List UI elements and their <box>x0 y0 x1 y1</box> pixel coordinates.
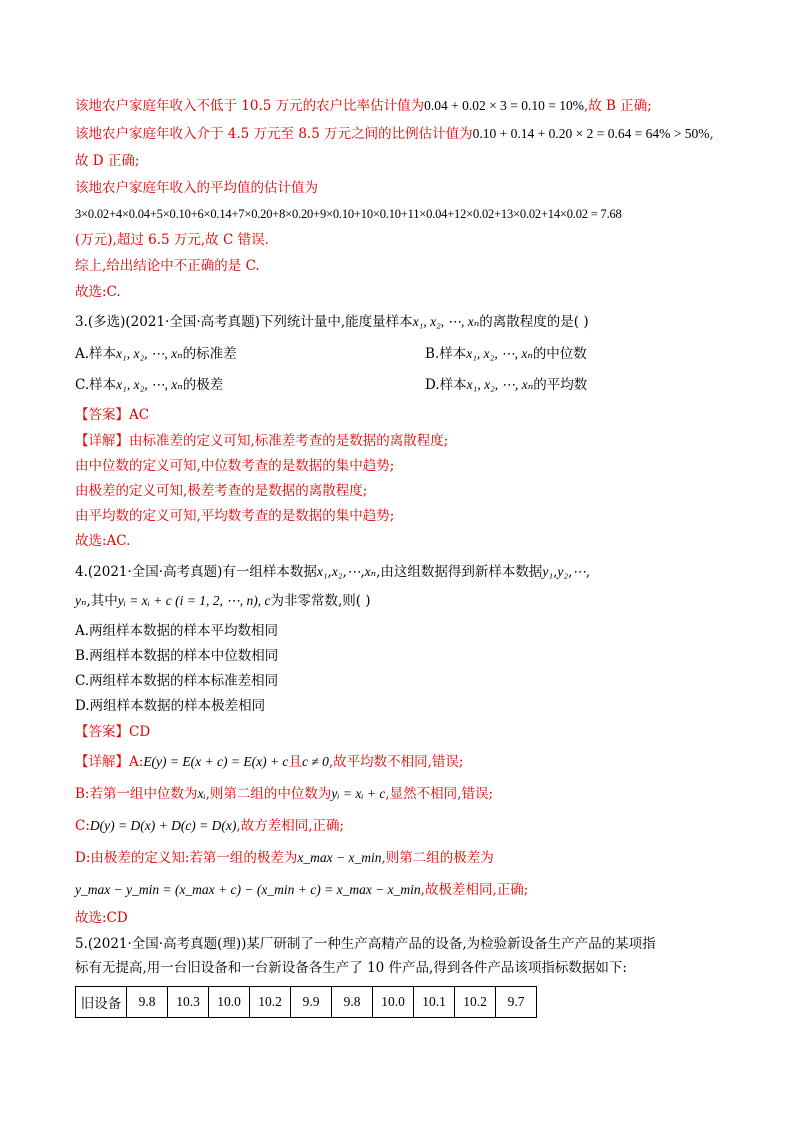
q3-detail-3: 由极差的定义可知,极差考查的是数据的离散程度; <box>75 483 368 499</box>
prev-line-6: (万元),超过 6.5 万元,故 C 错误. <box>75 232 269 248</box>
q4-choose: 故选:CD <box>75 910 128 926</box>
table-cell: 10.1 <box>414 987 455 1018</box>
prev-line-4: 该地农户家庭年收入的平均值的估计值为 <box>75 180 318 196</box>
q3-stem: 3.(多选)(2021·全国·高考真题)下列统计量中,能度量样本x₁, x₂, ⋯, xₙ的离散程度的是( ) <box>75 314 589 330</box>
data-table <box>75 986 537 1018</box>
q3-option-d: D.样本x₁, x₂, ⋯, xₙ的平均数 <box>425 377 588 393</box>
table-cell: 10.3 <box>168 987 209 1018</box>
q3-answer: 【答案】AC <box>75 407 150 423</box>
table-cell: 10.2 <box>250 987 291 1018</box>
q4-stem-1: 4.(2021·全国·高考真题)有一组样本数据x₁,x₂,⋯,xₙ,由这组数据得到新样本数据y₁,y₂,⋯, <box>75 564 591 580</box>
q3-option-a: A.样本x₁, x₂, ⋯, xₙ的标准差 <box>75 346 237 362</box>
table-cell: 10.2 <box>455 987 496 1018</box>
q4-option-d: D.两组样本数据的样本极差相同 <box>75 698 266 714</box>
q3-choose: 故选:AC. <box>75 533 131 549</box>
prev-line-7: 综上,给出结论中不正确的是 C. <box>75 258 260 274</box>
prev-line-3: 故 D 正确; <box>75 153 140 169</box>
table-cell: 9.9 <box>291 987 332 1018</box>
q4-option-c: C.两组样本数据的样本标准差相同 <box>75 673 279 689</box>
table-cell: 9.8 <box>127 987 168 1018</box>
q4-detail-d: D:由极差的定义知:若第一组的极差为x_max − x_min,则第二组的极差为 <box>75 850 494 866</box>
table-cell: 10.0 <box>373 987 414 1018</box>
q4-detail-e: y_max − y_min = (x_max + c) − (x_min + c) = x_max − x_min,故极差相同,正确; <box>75 882 529 898</box>
q3-detail-1: 【详解】由标准差的定义可知,标准差考查的是数据的离散程度; <box>75 433 449 449</box>
prev-line-2: 该地农户家庭年收入介于 4.5 万元至 8.5 万元之间的比例估计值为0.10 + 0.14 + 0.20 × 2 = 0.64 = 64% > 50%, <box>75 126 714 142</box>
q4-detail-b: B:若第一组中位数为xᵢ,则第二组的中位数为yᵢ = xᵢ + c,显然不相同,错误; <box>75 786 494 802</box>
q5-stem-2: 标有无提高,用一台旧设备和一台新设备各生产了 10 件产品,得到各件产品该项指标数据如下: <box>75 960 627 976</box>
table-row <box>76 987 537 1018</box>
q3-detail-2: 由中位数的定义可知,中位数考查的是数据的集中趋势; <box>75 458 395 474</box>
q3-detail-4: 由平均数的定义可知,平均数考查的是数据的集中趋势; <box>75 508 395 524</box>
prev-line-5: 3×0.02+4×0.04+5×0.10+6×0.14+7×0.20+8×0.20+9×0.10+10×0.10+11×0.04+12×0.02+13×0.02+14×0.02 = 7.68 <box>75 207 622 221</box>
q4-detail-c: C:D(y) = D(x) + D(c) = D(x),故方差相同,正确; <box>75 818 345 834</box>
q3-option-b: B.样本x₁, x₂, ⋯, xₙ的中位数 <box>425 346 587 362</box>
q4-option-a: A.两组样本数据的样本平均数相同 <box>75 623 279 639</box>
q4-stem-2: yₙ,其中yᵢ = xᵢ + c (i = 1, 2, ⋯, n), c为非零常数,则( ) <box>75 593 371 609</box>
q5-stem-1: 5.(2021·全国·高考真题(理))某厂研制了一种生产高精产品的设备,为检验新设备生产产品的某项指 <box>75 936 656 952</box>
table-cell: 10.0 <box>209 987 250 1018</box>
prev-line-1: 该地农户家庭年收入不低于 10.5 万元的农户比率估计值为0.04 + 0.02 × 3 = 0.10 = 10%,故 B 正确; <box>75 98 652 114</box>
q4-detail-a: 【详解】A:E(y) = E(x + c) = E(x) + c且c ≠ 0,故平均数不相同,错误; <box>75 754 464 770</box>
table-row-label: 旧设备 <box>76 987 127 1018</box>
q4-option-b: B.两组样本数据的样本中位数相同 <box>75 648 279 664</box>
table-cell: 9.8 <box>332 987 373 1018</box>
table-cell: 9.7 <box>496 987 537 1018</box>
q3-options-ab <box>75 344 587 364</box>
prev-line-8: 故选:C. <box>75 284 121 300</box>
q3-options-cd <box>75 375 588 395</box>
q3-option-c: C.样本x₁, x₂, ⋯, xₙ的极差 <box>75 377 224 393</box>
q4-answer: 【答案】CD <box>75 724 151 740</box>
